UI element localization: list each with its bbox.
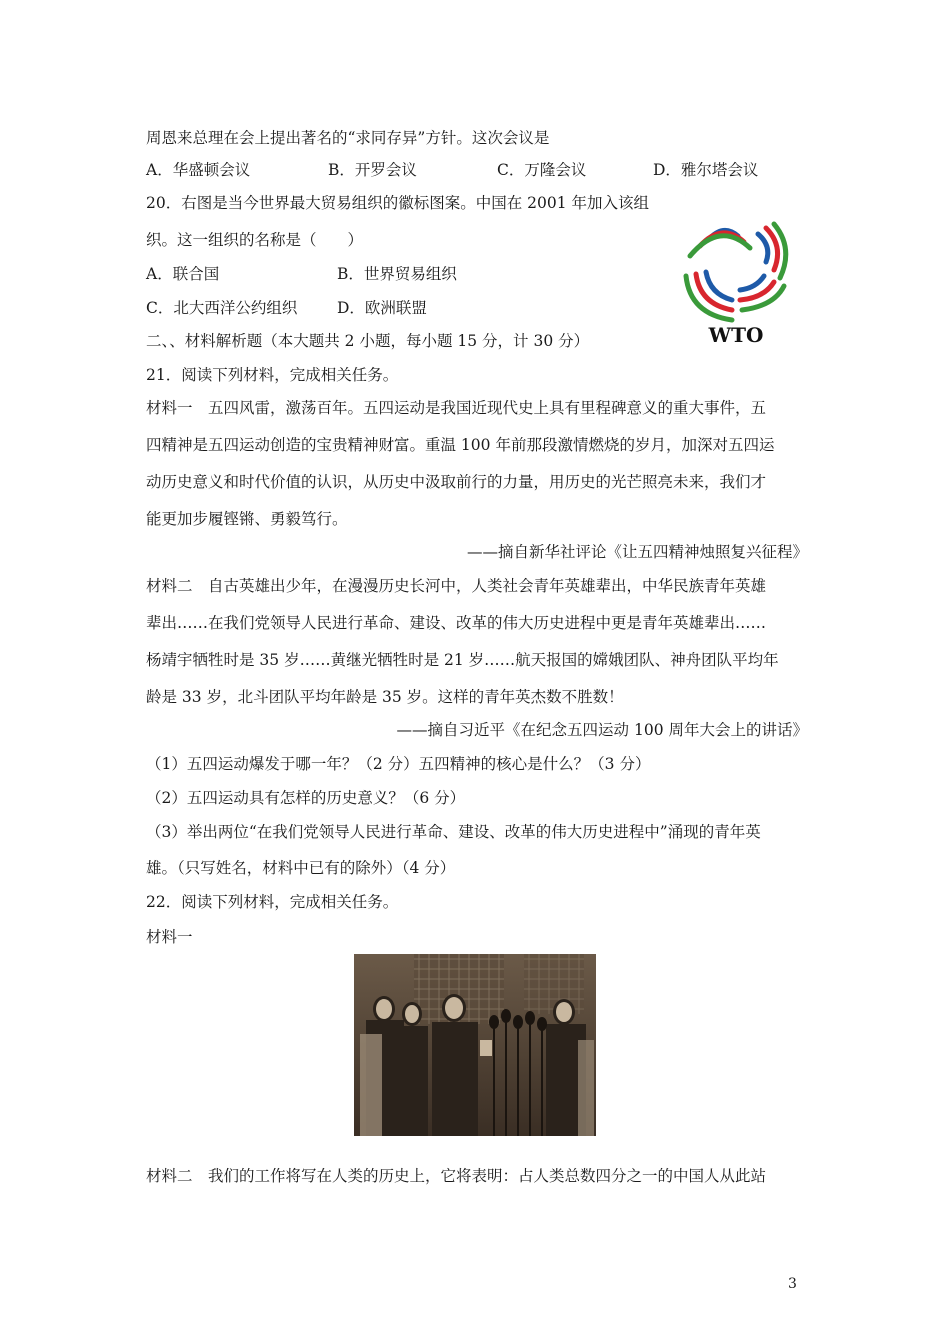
q21-material1-line4: 能更加步履铿锵、勇毅笃行。: [146, 510, 348, 528]
q19-option-d: D．雅尔塔会议: [653, 161, 759, 179]
q21-material1-line2: 四精神是五四运动创造的宝贵精神财富。重温 100 年前那段激情燃烧的岁月，加深对五四运: [146, 436, 775, 454]
q20-option-d: D．欧洲联盟: [337, 299, 427, 317]
q21-material1-line1: 材料一 五四风雷，激荡百年。五四运动是我国近现代史上具有里程碑意义的重大事件，五: [146, 399, 767, 417]
q22-material2-line1: 材料二 我们的工作将写在人类的历史上，它将表明：占人类总数四分之一的中国人从此站: [146, 1167, 767, 1185]
q20-option-c: C．北大西洋公约组织: [146, 299, 298, 317]
q21-stem: 21．阅读下列材料，完成相关任务。: [146, 366, 399, 384]
q20-stem-line2: 织。这一组织的名称是（ ）: [146, 231, 364, 249]
page-number: 3: [788, 1276, 797, 1292]
q20-stem-line1: 20．右图是当今世界最大贸易组织的徽标图案。中国在 2001 年加入该组: [146, 194, 650, 212]
q21-task-3-line2: 雄。（只写姓名，材料中已有的除外）（4 分）: [146, 859, 456, 877]
q19-option-a: A．华盛顿会议: [146, 161, 251, 179]
q21-material2-line3: 杨靖宇牺牲时是 35 岁……黄继光牺牲时是 21 岁……航天报国的嫦娥团队、神舟团队平均年: [146, 651, 779, 669]
q21-task-2: （2）五四运动具有怎样的历史意义？（6 分）: [146, 789, 466, 807]
q21-task-1: （1）五四运动爆发于哪一年？（2 分）五四精神的核心是什么？（3 分）: [146, 755, 651, 773]
q19-option-b: B．开罗会议: [328, 161, 417, 179]
q21-material2-source: ——摘自习近平《在纪念五四运动 100 周年大会上的讲话》: [396, 721, 808, 739]
line-q19-stem: 周恩来总理在会上提出著名的“求同存异”方针。这次会议是: [146, 129, 550, 147]
q21-material2-line1: 材料二 自古英雄出少年，在漫漫历史长河中，人类社会青年英雄辈出，中华民族青年英雄: [146, 577, 767, 595]
q20-option-a: A．联合国: [146, 265, 220, 283]
wto-logo: [680, 214, 792, 346]
q19-option-c: C．万隆会议: [497, 161, 587, 179]
q21-material2-line2: 辈出……在我们党领导人民进行革命、建设、改革的伟大历史进程中更是青年英雄辈出……: [146, 614, 767, 632]
q21-material2-line4: 龄是 33 岁，北斗团队平均年龄是 35 岁。这样的青年英杰数不胜数！: [146, 688, 624, 706]
q21-task-3-line1: （3）举出两位“在我们党领导人民进行革命、建设、改革的伟大历史进程中”涌现的青年英: [146, 823, 761, 841]
section-2-heading: 二、、材料解析题（本大题共 2 小题，每小题 15 分，计 30 分）: [146, 332, 590, 350]
q22-material1-label: 材料一: [146, 928, 193, 946]
q20-option-b: B．世界贸易组织: [337, 265, 457, 283]
founding-ceremony-photo: [354, 954, 596, 1136]
q22-stem: 22．阅读下列材料，完成相关任务。: [146, 893, 399, 911]
q21-material1-source: ——摘自新华社评论《让五四精神烛照复兴征程》: [466, 543, 808, 561]
wto-logo-text: WTO: [708, 323, 764, 346]
q21-material1-line3: 动历史意义和时代价值的认识，从历史中汲取前行的力量，用历史的光芒照亮未来，我们才: [146, 473, 767, 491]
